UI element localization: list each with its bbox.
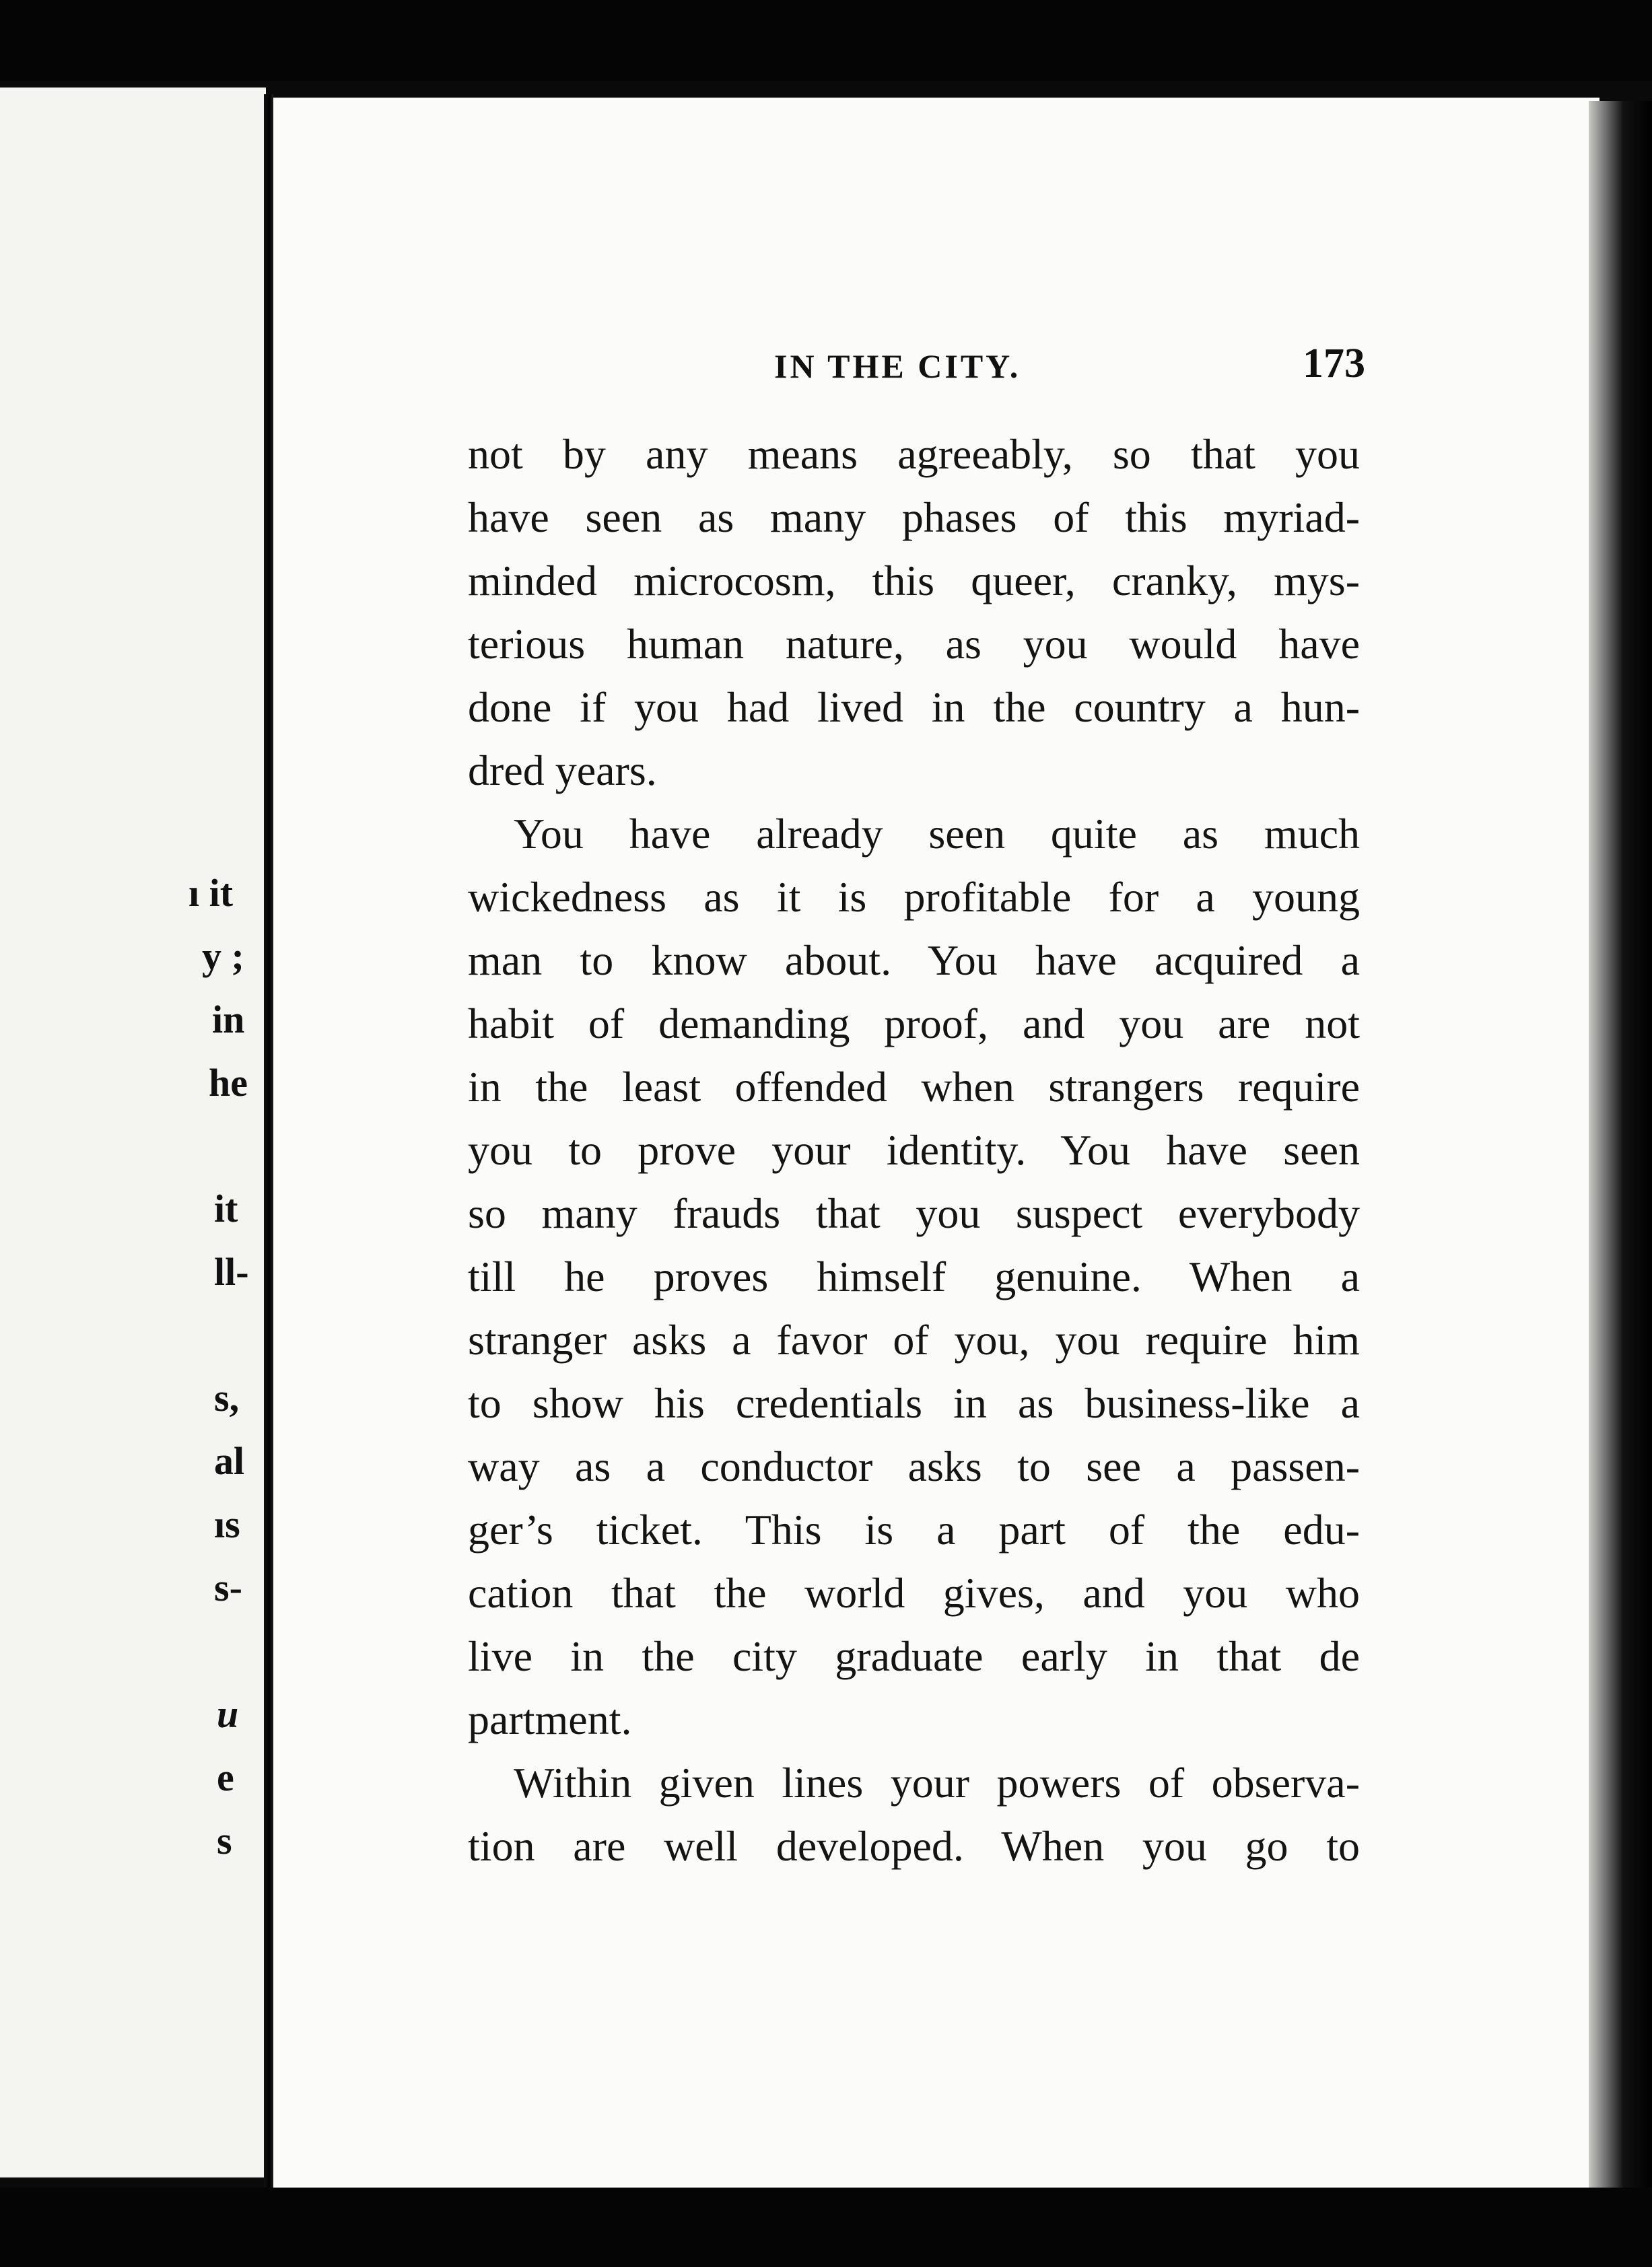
text-line: man to know about. You have acquired a <box>468 936 1360 984</box>
scan-bottom-border <box>0 2188 1652 2267</box>
fragment-line: y ; <box>202 934 244 978</box>
fragment-line: e <box>217 1755 234 1799</box>
text-line: partment. <box>468 1696 632 1743</box>
text-line: so many frauds that you suspect everybody <box>468 1189 1360 1237</box>
text-line: not by any means agreeably, so that you <box>468 430 1360 478</box>
fragment-line: in <box>212 998 245 1041</box>
text-line: tion are well developed. When you go to <box>468 1822 1360 1870</box>
text-line: Within given lines your powers of observa- <box>514 1759 1360 1807</box>
fragment-line: al <box>214 1439 245 1483</box>
book-gutter <box>264 94 273 2194</box>
text-line: minded microcosm, this queer, cranky, mys- <box>468 557 1360 604</box>
scan-top-border <box>0 0 1652 81</box>
page-edge-shadow <box>1589 101 1652 2201</box>
text-line: live in the city graduate early in that de <box>468 1632 1360 1680</box>
fragment-line: s <box>217 1819 232 1862</box>
body-text <box>468 423 1360 1878</box>
text-line: to show his credentials in as business-like a <box>468 1379 1360 1427</box>
text-line: You have already seen quite as much <box>514 810 1360 858</box>
text-line: terious human nature, as you would have <box>468 620 1360 668</box>
text-line: you to prove your identity. You have seen <box>468 1126 1360 1174</box>
fragment-line: he <box>209 1061 248 1105</box>
text-line: way as a conductor asks to see a passen- <box>468 1442 1360 1490</box>
text-line: have seen as many phases of this myriad- <box>468 493 1360 541</box>
facing-page-fragment <box>0 88 266 2177</box>
text-line: in the least offended when strangers require <box>468 1063 1360 1111</box>
fragment-line: ll- <box>214 1250 249 1294</box>
fragment-line: u <box>217 1692 239 1736</box>
text-line: stranger asks a favor of you, you require him <box>468 1316 1360 1364</box>
text-line: done if you had lived in the country a hun- <box>468 683 1360 731</box>
fragment-line: s- <box>214 1566 242 1609</box>
fragment-line: s, <box>214 1376 240 1420</box>
text-line: ger’s ticket. This is a part of the edu- <box>468 1506 1360 1554</box>
text-line: cation that the world gives, and you who <box>468 1569 1360 1617</box>
text-line: till he proves himself genuine. When a <box>468 1253 1360 1300</box>
text-line: dred years. <box>468 746 657 794</box>
text-line: habit of demanding proof, and you are not <box>468 1000 1360 1047</box>
fragment-line: it <box>214 1187 238 1230</box>
running-head: IN THE CITY. <box>774 347 1021 385</box>
page-number: 173 <box>1303 341 1365 386</box>
fragment-line: ıs <box>214 1502 240 1546</box>
fragment-line: ı it <box>188 871 234 915</box>
text-line: wickedness as it is profitable for a young <box>468 873 1360 921</box>
